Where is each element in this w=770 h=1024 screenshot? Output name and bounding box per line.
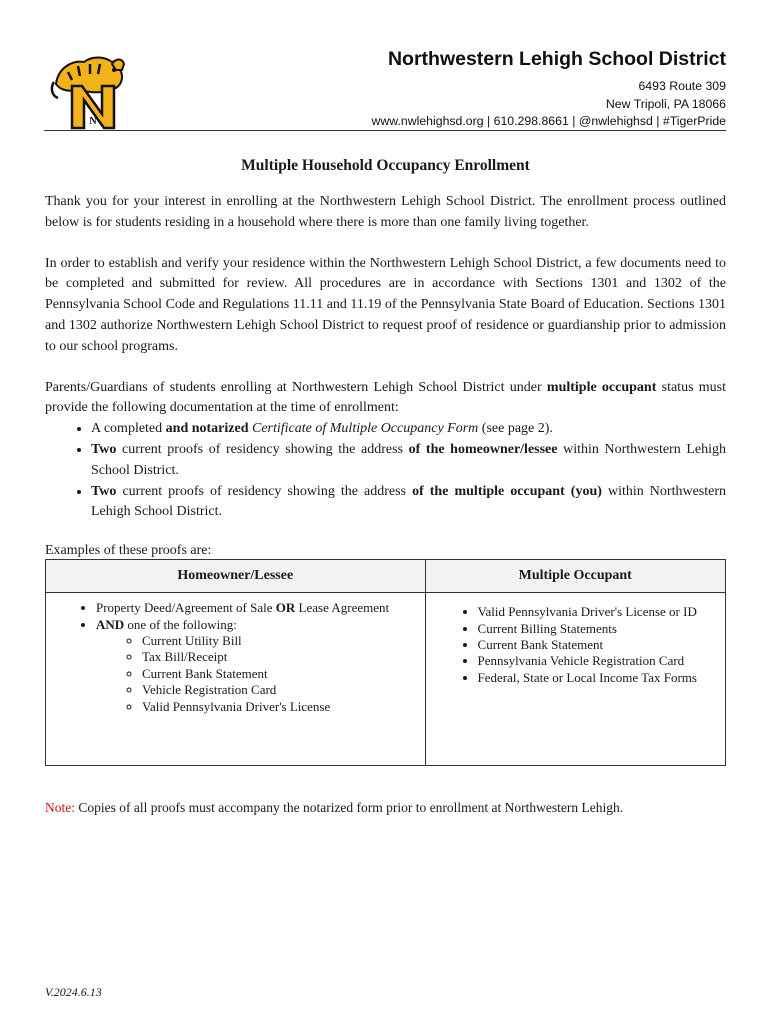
intro-paragraph: Thank you for your interest in enrolling at the Northwestern Lehigh School District. The enrollment process outlined below is for students residing in a household where there is more than one family living together. (45, 194, 726, 230)
proofs-table (45, 559, 726, 766)
address-line-2: New Tripoli, PA 18066 (605, 96, 726, 111)
list-item: • Pennsylvania Vehicle Registration Card (478, 653, 725, 669)
list-item: • Two current proofs of residency showing the address of the multiple occupant (you) within Northwestern Lehigh School District. (91, 482, 726, 524)
document-body (45, 157, 726, 816)
requirements-list (45, 419, 726, 523)
list-item: • AND one of the following: ◦ Current Utility Bill ◦ Tax Bill/Receipt ◦ Current Bank Statement ◦ Vehicle Registration Card ◦ Valid Pennsylvania Driver's License (96, 617, 425, 715)
list-item: • Federal, State or Local Income Tax Forms (478, 670, 725, 686)
table-row (46, 593, 726, 766)
residence-paragraph: In order to establish and verify your residence within the Northwestern Lehigh School District, a few documents need to be completed and submitted for review. All procedures are in accordance with Sections 1301 and 1302 of the Pennsylvania School Code and Regulations 11.11 and 11.19 of the Pennsylvania State Board of Education. Sections 1301 and 1302 authorize Northwestern Lehigh School District to request proof of residence or guardianship prior to admission to our school programs. (45, 255, 726, 354)
header-divider (44, 130, 726, 131)
tiger-logo-icon (48, 50, 128, 130)
list-item: • Two current proofs of residency showing the address of the homeowner/lessee within Northwestern Lehigh School District. (91, 440, 726, 482)
version-label: V.2024.6.13 (45, 985, 102, 999)
note (45, 800, 726, 816)
logo-letter: N (89, 116, 97, 127)
list-item: • A completed and notarized Certificate of Multiple Occupancy Form (see page 2). (91, 419, 726, 440)
list-item: • Valid Pennsylvania Driver's License or ID (478, 604, 725, 620)
district-info (371, 48, 726, 131)
table-header-row (46, 560, 726, 593)
homeowner-cell (46, 593, 426, 766)
contact-line: www.nwlehighsd.org | 610.298.8661 | @nwlehighsd | #TigerPride (371, 114, 726, 128)
examples-label: Examples of these proofs are: (45, 543, 212, 559)
column-header-homeowner: Homeowner/Lessee (46, 560, 426, 593)
address-line-1: 6493 Route 309 (638, 79, 726, 93)
list-item: ◦ Valid Pennsylvania Driver's License (142, 699, 425, 715)
list-item: ◦ Current Utility Bill (142, 633, 425, 649)
occupant-cell (425, 593, 725, 766)
list-item: • Current Bank Statement (478, 637, 725, 653)
list-item: ◦ Tax Bill/Receipt (142, 649, 425, 665)
requirements-intro: Parents/Guardians of students enrolling at Northwestern Lehigh School District under multiple occupant status must provide the following documentation at the time of enrollment: (45, 379, 726, 416)
page-title: Multiple Household Occupancy Enrollment (241, 157, 530, 174)
note-text: Copies of all proofs must accompany the notarized form prior to enrollment at Northwestern Lehigh. (75, 800, 624, 816)
list-item: • Current Billing Statements (478, 621, 725, 637)
district-name: Northwestern Lehigh School District (387, 48, 726, 70)
letterhead (44, 44, 726, 130)
column-header-occupant: Multiple Occupant (425, 560, 725, 593)
list-item: ◦ Current Bank Statement (142, 666, 425, 682)
list-item: • Property Deed/Agreement of Sale OR Lease Agreement (96, 600, 425, 616)
note-label: Note: (45, 800, 75, 816)
list-item: ◦ Vehicle Registration Card (142, 682, 425, 698)
